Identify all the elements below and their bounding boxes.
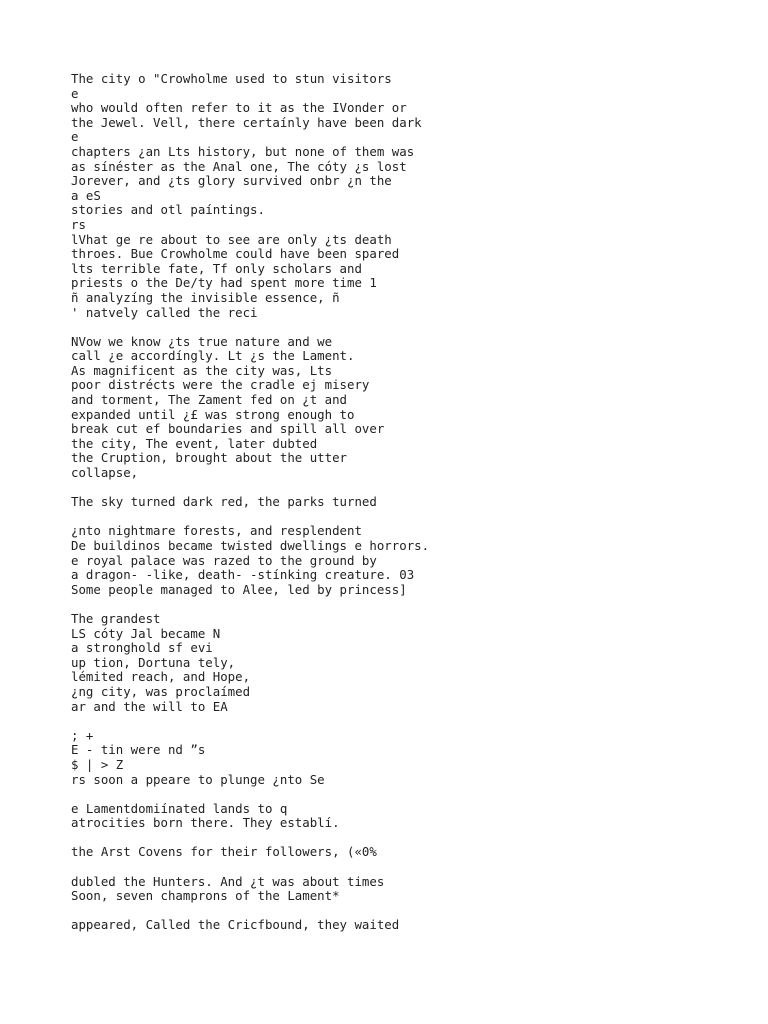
text-line: break cut ef boundaries and spill all over [71, 421, 385, 437]
text-line: The sky turned dark red, the parks turned [71, 494, 377, 510]
text-line: lVhat ge re about to see are only ¿ts death [71, 231, 392, 247]
text-line: LS cóty Jal became N [71, 625, 221, 641]
text-line: Soon, seven champrons of the Lament* [71, 888, 340, 904]
text-line: e Lamentdomiínated lands to q [71, 800, 288, 816]
text-line: up tion, Dortuna tely, [71, 654, 236, 670]
text-line: $ | > Z [71, 756, 124, 772]
text-line: as sínéster as the Anal one, The cóty ¿s lost [71, 158, 407, 174]
text-line: lémited reach, and Hope, [71, 669, 251, 685]
text-line: priests o the De/ty had spent more time 1 [71, 275, 377, 291]
text-line: stories and otl paíntings. [71, 202, 265, 218]
text-line: ¿nto nightmare forests, and resplendent [71, 523, 362, 539]
text-line: chapters ¿an Lts history, but none of them was [71, 143, 415, 159]
text-line: ' natvely called the reci [71, 304, 258, 320]
text-line: atrocities born there. They establí. [71, 815, 340, 831]
blank-line [71, 831, 751, 846]
text-line: Jorever, and ¿ts glory survived onbr ¿n the [71, 173, 392, 189]
text-line: and torment, The Zament fed on ¿t and [71, 392, 348, 408]
text-line: E - tin were nd ”s [71, 742, 206, 758]
text-line: rs soon a ppeare to plunge ¿nto Se [71, 771, 325, 787]
text-line: e [71, 85, 79, 101]
blank-line [71, 860, 751, 875]
blank-line [71, 904, 751, 919]
text-line: call ¿e accordíngly. Lt ¿s the Lament. [71, 348, 355, 364]
text-line: dubled the Hunters. And ¿t was about times [71, 873, 385, 889]
text-line: the Arst Covens for their followers, («0% [71, 844, 377, 860]
text-line: De buildinos became twisted dwellings e horrors. [71, 538, 430, 553]
text-line: a dragon- -like, death- -stínking creature. 03 [71, 567, 415, 583]
text-line: the Jewel. Vell, there certaínly have been dark [71, 114, 422, 130]
text-line: As magnificent as the city was, Lts [71, 362, 333, 378]
text-line: e royal palace was razed to the ground by [71, 552, 377, 568]
text-line: the Cruption, brought about the utter [71, 450, 348, 466]
text-line: The grandest [71, 610, 161, 626]
text-line: a stronghold sf evi [71, 640, 213, 656]
text-line: appeared, Called the Cricfbound, they waited [71, 917, 400, 933]
blank-line [71, 481, 751, 496]
blank-line [71, 597, 751, 612]
text-line: The city o "Crowholme used to stun visitors [71, 71, 392, 86]
text-line: ¿ng city, was proclaímed [71, 683, 251, 699]
blank-line [71, 714, 751, 729]
text-line: NVow we know ¿ts true nature and we [71, 333, 333, 349]
text-line: expanded until ¿£ was strong enough to [71, 406, 355, 422]
blank-line [71, 320, 751, 335]
text-line: a eS [71, 187, 101, 203]
text-line: collapse, [71, 465, 139, 481]
document-body [71, 72, 751, 933]
blank-line [71, 510, 751, 525]
blank-line [71, 787, 751, 802]
text-line: rs [71, 216, 86, 232]
text-line: who would often refer to it as the IVonder or [71, 100, 407, 116]
text-line: ar and the will to EA [71, 698, 228, 714]
text-line: poor distrécts were the cradle ej misery [71, 377, 370, 393]
text-line: the city, The event, later dubted [71, 435, 318, 451]
text-line: e [71, 129, 79, 145]
text-line: ; + [71, 727, 94, 743]
text-line: ñ analyzíng the invisible essence, ñ [71, 289, 340, 305]
text-line: Some people managed to Alee, led by princess] [71, 581, 407, 597]
text-line: lts terrible fate, Tf only scholars and [71, 260, 362, 276]
text-line: throes. Bue Crowholme could have been spared [71, 246, 400, 262]
